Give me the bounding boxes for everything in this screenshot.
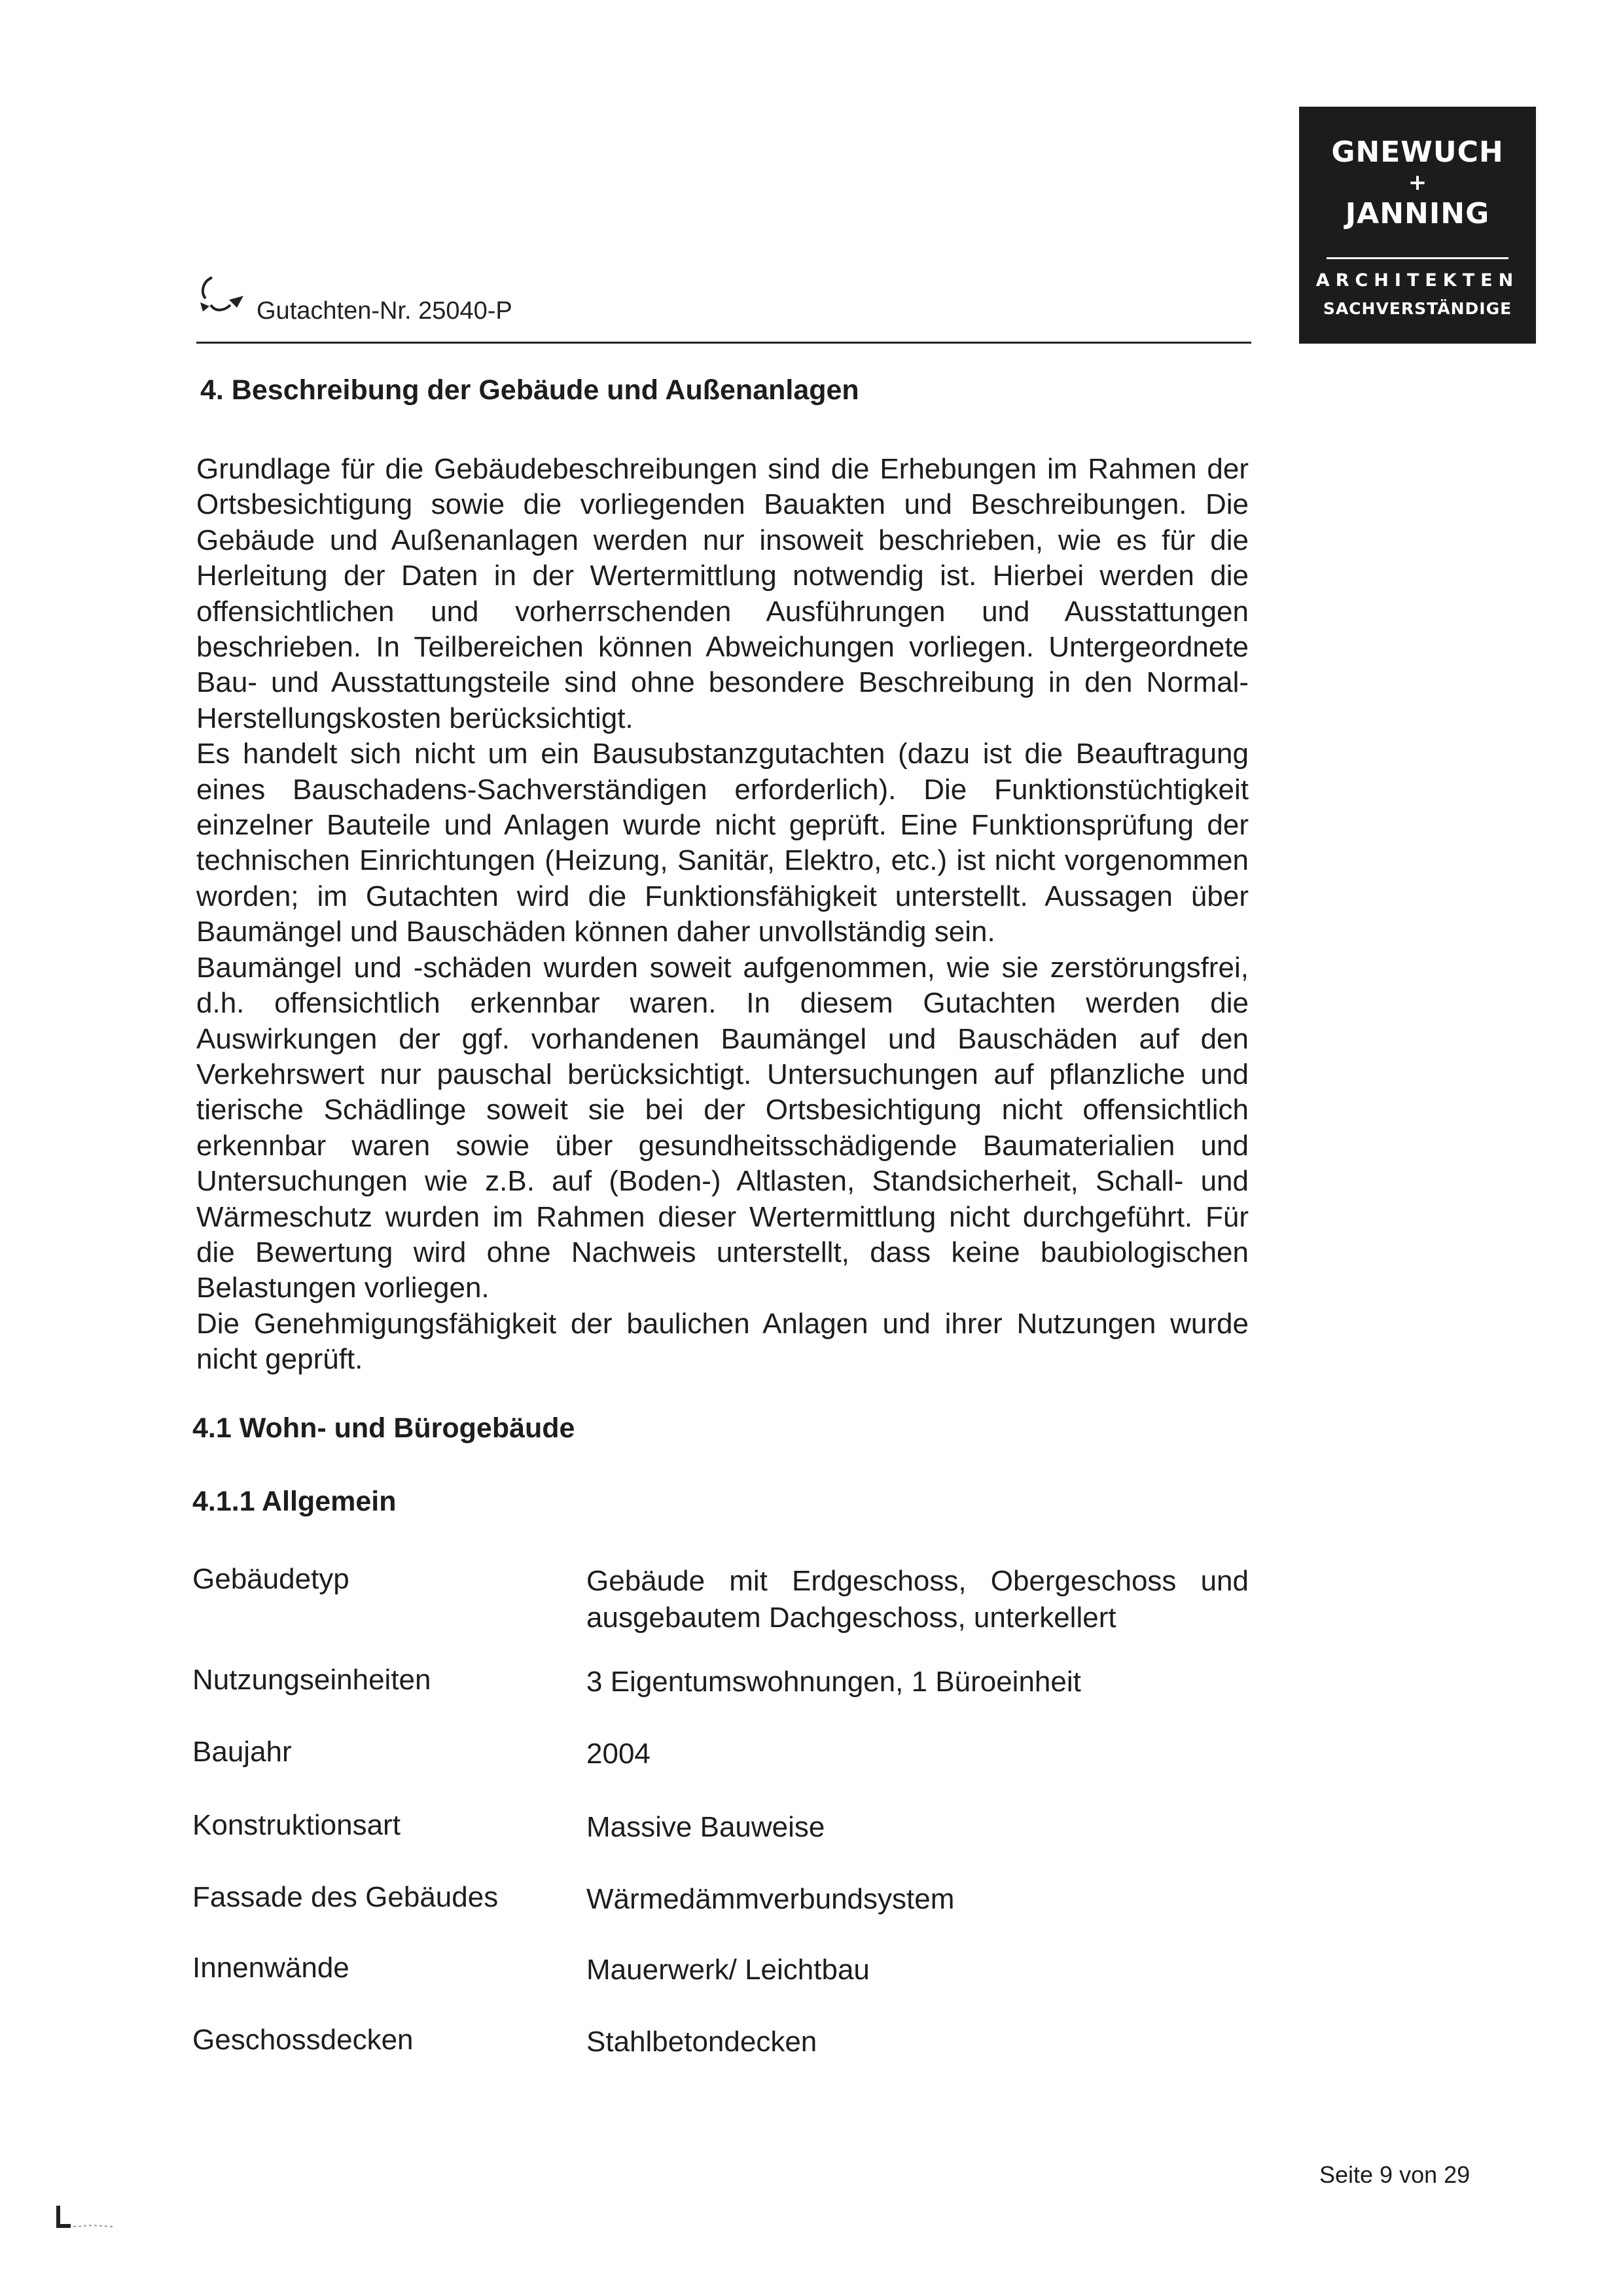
row-label: Nutzungseinheiten (192, 1664, 431, 1696)
logo-divider (1327, 257, 1508, 259)
row-label: Konstruktionsart (192, 1809, 401, 1841)
row-value: Wärmedämmverbundsystem (586, 1883, 955, 1915)
subsection-heading: 4.1 Wohn- und Bürogebäude (192, 1412, 575, 1444)
data-row-geschossdecken (0, 2024, 1623, 2063)
scan-margin-mark (54, 2199, 126, 2232)
logo-line-5: SACHVERSTÄNDIGE (1323, 299, 1512, 318)
row-value: 3 Eigentumswohnungen, 1 Büroeinheit (586, 1666, 1081, 1698)
data-row-gebaeudetyp (0, 1563, 1623, 1634)
row-label: Innenwände (192, 1952, 349, 1984)
row-value: Mauerwerk/ Leichtbau (586, 1954, 870, 1986)
row-value: Gebäude mit Erdgeschoss, Obergeschoss und ausgebautem Dachgeschoss, unterkellert (586, 1565, 1249, 1634)
gutachten-number: Gutachten-Nr. 25040-P (257, 297, 512, 325)
paragraph: Baumängel und -schäden wurden soweit aufgenommen, wie sie zerstörungsfrei, d.h. offensichtlich erkennbar waren. In diesem Gutachten werden die Auswirkungen der ggf. vorhandenen Baumängel und Bauschäden auf den Verkehrswert nur pauschal berücksichtigt. Untersuchungen auf pflanzliche und tierische Schädlinge soweit sie bei der Ortsbesichtigung nicht offensichtlich erkennbar waren sowie über gesundheitsschädigende Baumaterialien und Untersuchungen wie z.B. auf (Boden-) Altlasten, Standsicherheit, Schall- und Wärmeschutz wurden im Rahmen dieser Wertermittlung nicht durchgeführt. Für die Bewertung wird ohne Nachweis unterstellt, dass keine baubiologischen Belastungen vorliegen. (196, 951, 1249, 1304)
section-heading: 4. Beschreibung der Gebäude und Außenanlagen (200, 374, 859, 406)
subsubsection-heading: 4.1.1 Allgemein (192, 1486, 397, 1517)
data-row-innenwaende (0, 1952, 1623, 1991)
gutachten-logo-icon (196, 274, 247, 319)
row-label: Fassade des Gebäudes (192, 1881, 499, 1913)
logo-line-4: ARCHITEKTEN (1315, 270, 1520, 291)
company-logo (1299, 107, 1536, 344)
body-text (196, 452, 1249, 1378)
row-value: Stahlbetondecken (586, 2026, 817, 2058)
logo-line-2: + (1408, 170, 1427, 196)
row-value: Massive Bauweise (586, 1811, 825, 1843)
logo-line-1: GNEWUCH (1331, 135, 1504, 169)
data-row-fassade (0, 1881, 1623, 1920)
paragraph: Grundlage für die Gebäudebeschreibungen sind die Erhebungen im Rahmen der Ortsbesichtigung sowie die vorliegenden Bauakten und Beschreibungen. Die Gebäude und Außenanlagen werden nur insoweit beschrieben, wie es für die Herleitung der Daten in der Wertermittlung notwendig ist. Hierbei werden die offensichtlichen und vorherrschenden Ausführungen und Ausstattungen beschrieben. In Teilbereichen können Abweichungen vorliegen. Untergeordnete Bau- und Ausstattungsteile sind ohne besondere Beschreibung in den Normal-Herstellungskosten berücksichtigt. (196, 453, 1249, 734)
data-row-baujahr (0, 1736, 1623, 1775)
page-number: Seite 9 von 29 (1319, 2161, 1471, 2188)
row-label: Gebäudetyp (192, 1563, 349, 1595)
data-row-nutzungseinheiten (0, 1664, 1623, 1703)
row-label: Geschossdecken (192, 2024, 414, 2056)
paragraph: Es handelt sich nicht um ein Bausubstanzgutachten (dazu ist die Beauftragung eines Bauschadens-Sachverständigen erforderlich). Die Funktionstüchtigkeit einzelner Bauteile und Anlagen wurde nicht geprüft. Eine Funktionsprüfung der technischen Einrichtungen (Heizung, Sanitär, Elektro, etc.) ist nicht vorgenommen worden; im Gutachten wird die Funktionsfähigkeit unterstellt. Aussagen über Baumängel und Bauschäden können daher unvollständig sein. (196, 738, 1249, 948)
logo-line-3: JANNING (1345, 197, 1490, 230)
row-value: 2004 (586, 1738, 651, 1770)
row-label: Baujahr (192, 1736, 292, 1768)
header-divider (196, 342, 1251, 344)
data-row-konstruktionsart (0, 1809, 1623, 1848)
paragraph: Die Genehmigungsfähigkeit der baulichen Anlagen und ihrer Nutzungen wurde nicht geprüft. (196, 1307, 1249, 1376)
